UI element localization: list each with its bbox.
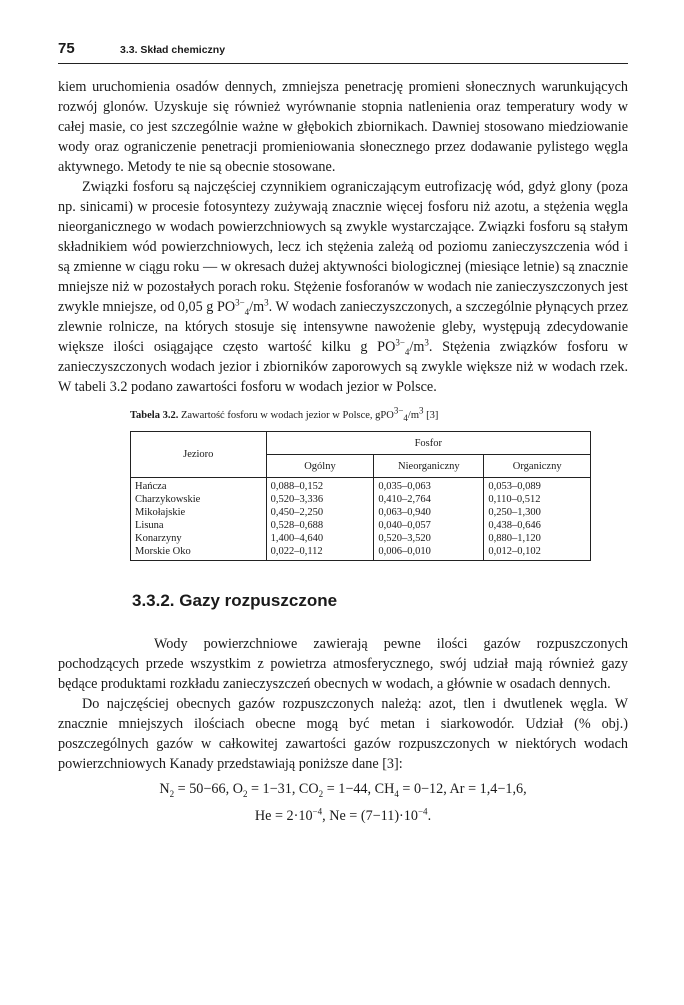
cell-inorganic: 0,520–3,520: [374, 532, 484, 545]
cell-organic: 0,438–0,646: [484, 519, 591, 532]
phosphate-subscript: 4: [244, 306, 250, 317]
cell-lake: Charzykowskie: [131, 493, 267, 506]
phosphate-charge: 3−: [235, 297, 245, 308]
cell-organic: 0,110–0,512: [484, 493, 591, 506]
formula-ar: Ar = 1,4−1,6,: [449, 781, 527, 797]
header-organic: Organiczny: [484, 455, 591, 478]
paragraph-2-text-b: /m: [249, 299, 265, 315]
cell-lake: Mikołajskie: [131, 506, 267, 519]
running-title: 3.3. Skład chemiczny: [120, 44, 226, 56]
table-caption-label: Tabela 3.2.: [130, 410, 179, 421]
header-inorganic: Nieorganiczny: [374, 455, 484, 478]
cell-organic: 0,250–1,300: [484, 506, 591, 519]
cell-total: 0,022–0,112: [266, 545, 374, 561]
gas-formula-line-2: [58, 804, 628, 828]
cell-inorganic: 0,063–0,940: [374, 506, 484, 519]
cell-inorganic: 0,006–0,010: [374, 545, 484, 561]
table-caption: [130, 405, 628, 424]
cell-lake: Hańcza: [131, 478, 267, 494]
cell-lake: Konarzyny: [131, 532, 267, 545]
cell-inorganic: 0,035–0,063: [374, 478, 484, 494]
cell-organic: 0,053–0,089: [484, 478, 591, 494]
formula-co2-value: = 1−44,: [323, 781, 375, 797]
cubic-exponent: 3: [424, 337, 429, 348]
table-row: [131, 478, 591, 494]
paragraph-1: kiem uruchomienia osadów dennych, zmniejsza penetrację promieni słonecznych warunkujących rozwój glonów. Uzyskuje się również wyrównanie stopnia natlenienia oraz temperatury wody w całej masie, co jest szczególnie ważne w głębokich zbiornikach. Dawniej stosowano miedziowanie wody oraz ograniczenie penetracji promieniowania słonecznego przez dodawanie pylistego węgla aktywnego. Metody te nie są obecnie stosowane.: [58, 79, 628, 175]
page: [58, 40, 628, 828]
page-number: 75: [58, 40, 75, 57]
paragraph-2-text-a: Związki fosforu są najczęściej czynnikiem ograniczającym eutrofizację wód, gdyż glony (poza np. sinicami) w procesie fotosyntezy zużywają znacznie więcej fosforu niż azotu, a stężenia węgla nieorganicznego w wodach powierzchniowych są zwykle wystarczające. Związki fosforu są stałym składnikiem wód powierzchniowych, lecz ich stężenia zależą od poziomu zanieczyszczenia wód i są zmienne w ciągu roku — w okresach dużej aktywności biologicznej (miesiące letnie) są znacznie mniejsze niż w pozostałych porach roku. Stężenie fosforanów w wodach nie zanieczyszczonych jest zwykle mniejsze, od 0,05 g PO: [58, 179, 628, 315]
table-row: [131, 532, 591, 545]
table-caption-text: Zawartość fosforu w wodach jezior w Polsce, gPO: [180, 410, 394, 421]
paragraph-4: Do najczęściej obecnych gazów rozpuszczonych należą: azot, tlen i dwutlenek węgla. W znacznie mniejszych ilościach obecne mogą być metan i siarkowodór. Udział (% obj.) poszczególnych gazów w całkowitej zawartości gazów rozpuszczonych w niektórych wodach powierzchniowych Kanady przedstawiają poniższe dane [3]:: [58, 696, 628, 772]
formula-end: .: [427, 808, 432, 824]
paragraph-3: Wody powierzchniowe zawierają pewne ilości gazów rozpuszczonych pochodzących przede wszystkim z powietrza atmosferycznego, swój udział mają również gazy będące produktami rozkładu zanieczyszczeń obecnych w wodach, a głównie w osadach dennych.: [58, 636, 628, 692]
formula-o2-sub: 2: [242, 788, 248, 799]
cell-organic: 0,012–0,102: [484, 545, 591, 561]
caption-cubic-exponent: 3: [419, 405, 424, 416]
formula-co2-sub: 2: [318, 788, 324, 799]
formula-ch4-sub: 4: [394, 788, 399, 799]
cell-total: 0,520–3,336: [266, 493, 374, 506]
paragraph-2: [58, 177, 628, 397]
formula-n2-sub: 2: [169, 788, 175, 799]
formula-ne: , Ne = (7−11)·10: [322, 808, 418, 824]
table-row: [131, 506, 591, 519]
cell-inorganic: 0,410–2,764: [374, 493, 484, 506]
section-number: 3.3.2.: [132, 591, 175, 610]
formula-he: He = 2·10: [254, 808, 313, 824]
running-header: [58, 40, 628, 64]
phosphorus-table: [130, 431, 591, 561]
caption-phosphate-subscript: 4: [403, 413, 408, 424]
formula-ne-exp: −4: [417, 806, 428, 817]
section-title: Gazy rozpuszczone: [179, 591, 338, 610]
gas-formula-line-1: [58, 777, 628, 801]
phosphate-charge: 3−: [395, 337, 405, 348]
formula-o2: O: [232, 781, 243, 797]
formula-n2-value: = 50−66,: [174, 781, 233, 797]
phosphate-subscript: 4: [404, 346, 410, 357]
cell-lake: Morskie Oko: [131, 545, 267, 561]
header-phosphorus: Fosfor: [266, 432, 590, 455]
section-heading: [132, 591, 628, 611]
formula-n2: N: [159, 781, 170, 797]
formula-co2: CO: [298, 781, 319, 797]
paragraph-2-text-e: . Stężenia związków fosforu w zanieczyszczonych wodach jezior i zbiorników zaporowych są zwykle większe niż w wodach rzek. W tabeli 3.2 podano zawartości fosforu w wodach jezior w Polsce.: [58, 339, 628, 395]
table-row: [131, 493, 591, 506]
formula-o2-value: = 1−31,: [247, 781, 299, 797]
header-lake: Jezioro: [131, 432, 267, 478]
cell-lake: Lisuna: [131, 519, 267, 532]
cell-organic: 0,880–1,120: [484, 532, 591, 545]
cubic-exponent: 3: [264, 297, 269, 308]
formula-he-exp: −4: [312, 806, 323, 817]
formula-ch4: CH: [374, 781, 395, 797]
cell-total: 0,450–2,250: [266, 506, 374, 519]
table-caption-ref: [3]: [426, 410, 439, 421]
cell-inorganic: 0,040–0,057: [374, 519, 484, 532]
cell-total: 0,528–0,688: [266, 519, 374, 532]
cell-total: 0,088–0,152: [266, 478, 374, 494]
caption-phosphate-charge: 3−: [393, 405, 404, 416]
paragraph-2-text-d: /m: [409, 339, 425, 355]
table-caption-unit: /m: [407, 410, 420, 421]
formula-ch4-value: = 0−12,: [398, 781, 450, 797]
paragraph-2-text-c: . W wodach zanieczyszczonych, a szczególnie płynących przez zlewnie rolnicze, na których stosuje się intensywne nawożenie gleby, występują zdecydowanie większe ilości osiągające często wartość kilku g PO: [58, 299, 628, 355]
cell-total: 1,400–4,640: [266, 532, 374, 545]
table-row: [131, 545, 591, 561]
table-row: [131, 519, 591, 532]
header-total: Ogólny: [266, 455, 374, 478]
